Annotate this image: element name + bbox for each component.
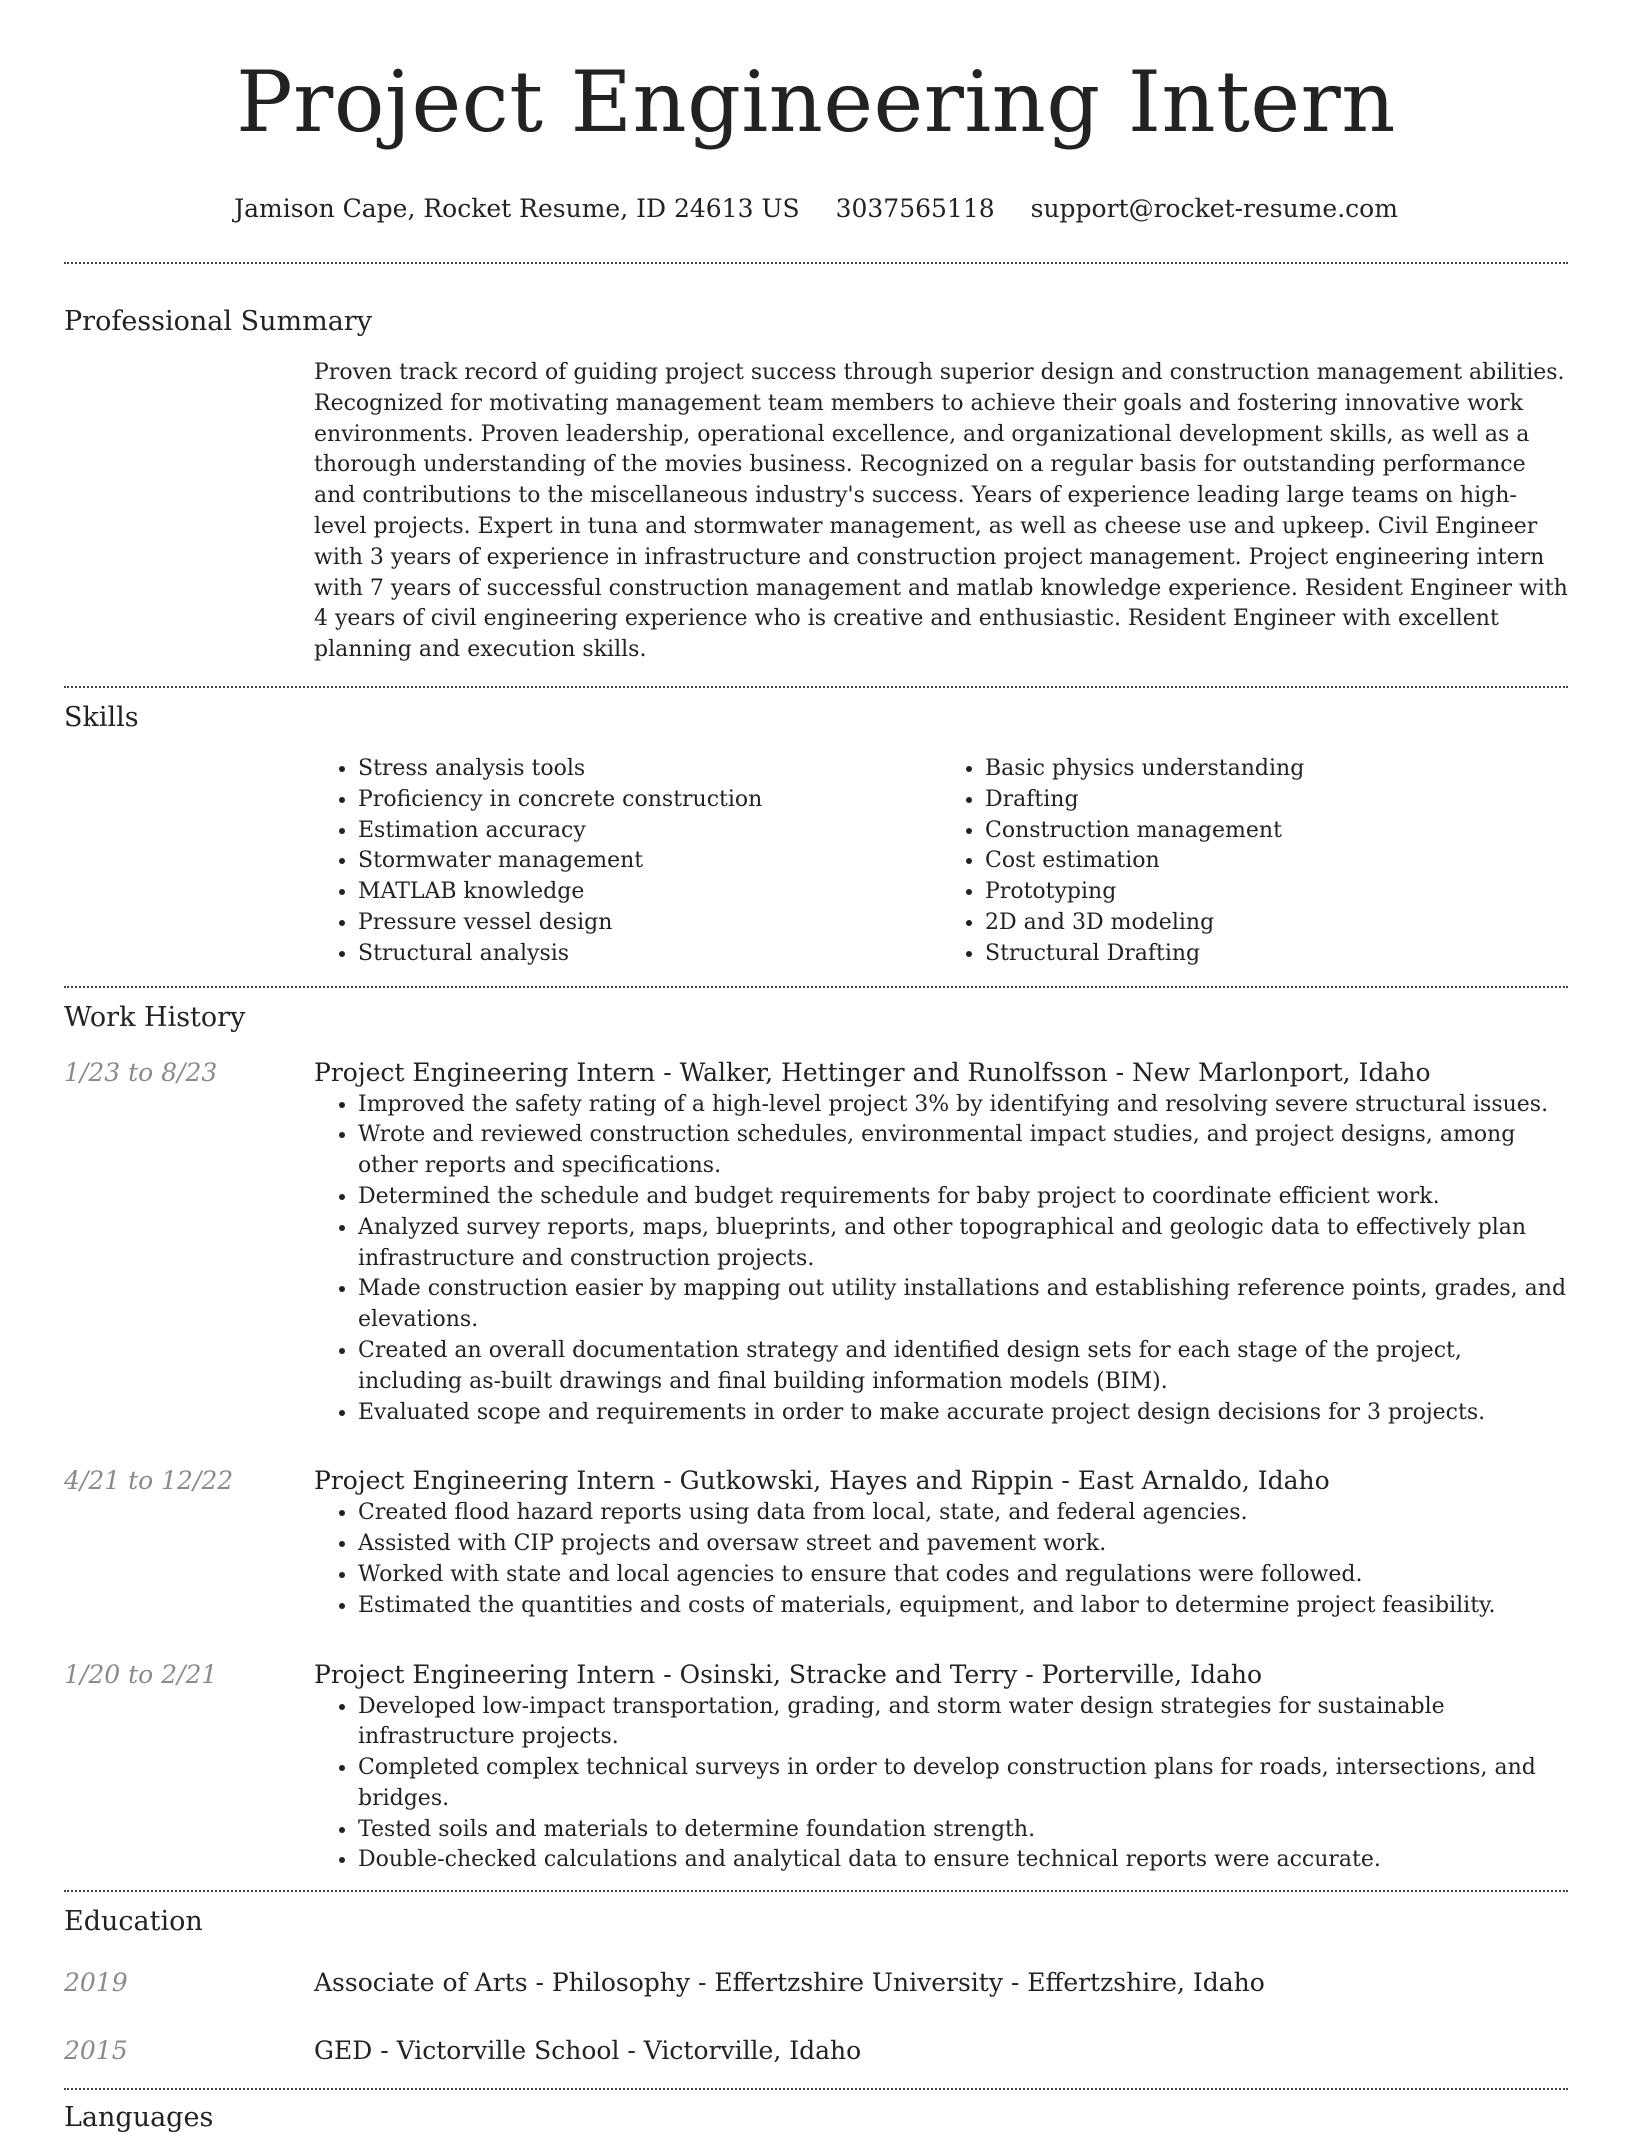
skill-item: • Stress analysis tools xyxy=(358,754,941,785)
skill-item: • Structural analysis xyxy=(358,939,941,970)
section-divider xyxy=(64,1890,1568,1892)
skill-item: • Prototyping xyxy=(985,877,1568,908)
languages-section xyxy=(0,2100,1632,2136)
work-section xyxy=(0,1000,1632,1877)
skill-item: • 2D and 3D modeling xyxy=(985,908,1568,939)
job-title: Project Engineering Intern - Gutkowski, Hayes and Rippin - East Arnaldo, Idaho xyxy=(314,1466,1330,1496)
job-bullet: • Determined the schedule and budget requirements for baby project to coordinate efficient work. xyxy=(358,1182,1568,1213)
job-bullet: • Wrote and reviewed construction schedules, environmental impact studies, and project designs, among other reports and specifications. xyxy=(358,1120,1568,1182)
job-bullet: • Made construction easier by mapping out utility installations and establishing reference points, grades, and elevations. xyxy=(358,1274,1568,1336)
skill-item: • Structural Drafting xyxy=(985,939,1568,970)
job-bullets xyxy=(314,1090,1568,1429)
education-year: 2015 xyxy=(64,2036,128,2066)
section-title-languages: Languages xyxy=(64,2102,214,2134)
education-entry xyxy=(64,1966,1568,2000)
education-text: GED - Victorville School - Victorville, Idaho xyxy=(314,2036,862,2066)
skill-item: • Estimation accuracy xyxy=(358,816,941,847)
summary-section xyxy=(0,304,1632,666)
resume-title: Project Engineering Intern xyxy=(236,53,1396,151)
skills-list-left xyxy=(314,754,941,970)
section-divider xyxy=(64,2088,1568,2090)
skill-item: • Basic physics understanding xyxy=(985,754,1568,785)
job-body xyxy=(314,1658,1568,1877)
contact-address: Jamison Cape, Rocket Resume, ID 24613 US xyxy=(234,194,800,223)
education-body xyxy=(314,2034,1568,2068)
skill-item: • Construction management xyxy=(985,816,1568,847)
job-bullet: • Created an overall documentation strategy and identified design sets for each stage of the project, including as-built drawings and final building information models (BIM). xyxy=(358,1336,1568,1398)
job-title: Project Engineering Intern - Osinski, Stracke and Terry - Porterville, Idaho xyxy=(314,1659,1263,1689)
skill-item: • Stormwater management xyxy=(358,846,941,877)
job-bullet: • Assisted with CIP projects and oversaw street and pavement work. xyxy=(358,1529,1568,1560)
section-title-summary: Professional Summary xyxy=(64,306,372,337)
job-entry xyxy=(64,1464,1568,1621)
job-bullet: • Tested soils and materials to determine foundation strength. xyxy=(358,1815,1568,1846)
skill-item: • MATLAB knowledge xyxy=(358,877,941,908)
education-section xyxy=(0,1904,1632,2068)
job-bullet: • Estimated the quantities and costs of materials, equipment, and labor to determine project feasibility. xyxy=(358,1591,1568,1622)
skill-item: • Proficiency in concrete construction xyxy=(358,785,941,816)
skill-item: • Cost estimation xyxy=(985,846,1568,877)
job-bullet: • Developed low-impact transportation, grading, and storm water design strategies for sustainable infrastructure projects. xyxy=(358,1692,1568,1754)
job-entry xyxy=(64,1658,1568,1877)
education-entry xyxy=(64,2034,1568,2068)
section-title-work: Work History xyxy=(64,1001,246,1033)
summary-content xyxy=(314,358,1568,666)
job-bullets xyxy=(314,1692,1568,1877)
section-title-skills: Skills xyxy=(64,701,139,733)
contact-phone: 3037565118 xyxy=(835,194,995,223)
job-bullet: • Double-checked calculations and analytical data to ensure technical reports were accurate. xyxy=(358,1845,1568,1876)
education-year: 2019 xyxy=(64,1968,128,1998)
section-title-education: Education xyxy=(64,1906,203,1938)
section-divider xyxy=(64,986,1568,988)
section-divider xyxy=(64,262,1568,264)
job-dates: 1/20 to 2/21 xyxy=(64,1659,218,1689)
job-bullets xyxy=(314,1498,1568,1621)
job-title: Project Engineering Intern - Walker, Hettinger and Runolfsson - New Marlonport, Idaho xyxy=(314,1057,1431,1087)
job-body xyxy=(314,1056,1568,1429)
education-text: Associate of Arts - Philosophy - Effertzshire University - Effertzshire, Idaho xyxy=(314,1968,1265,1998)
job-bullet: • Worked with state and local agencies to ensure that codes and regulations were followed. xyxy=(358,1560,1568,1591)
skill-item: • Pressure vessel design xyxy=(358,908,941,939)
skill-item: • Drafting xyxy=(985,785,1568,816)
skills-content xyxy=(314,754,1568,970)
education-body xyxy=(314,1966,1568,2000)
job-body xyxy=(314,1464,1568,1621)
job-bullet: • Completed complex technical surveys in order to develop construction plans for roads, intersections, and bridges. xyxy=(358,1753,1568,1815)
contact-line xyxy=(0,192,1632,226)
job-dates: 1/23 to 8/23 xyxy=(64,1057,218,1087)
job-bullet: • Improved the safety rating of a high-level project 3% by identifying and resolving severe structural issues. xyxy=(358,1090,1568,1121)
job-bullet: • Evaluated scope and requirements in order to make accurate project design decisions for 3 projects. xyxy=(358,1398,1568,1429)
job-bullet: • Analyzed survey reports, maps, blueprints, and other topographical and geologic data to effectively plan infrastructure and construction projects. xyxy=(358,1213,1568,1275)
contact-email: support@rocket-resume.com xyxy=(1030,194,1398,223)
section-divider xyxy=(64,686,1568,688)
skills-section xyxy=(0,700,1632,970)
job-bullet: • Created flood hazard reports using data from local, state, and federal agencies. xyxy=(358,1498,1568,1529)
skills-list-right xyxy=(941,754,1568,970)
job-dates: 4/21 to 12/22 xyxy=(64,1466,234,1496)
summary-text: Proven track record of guiding project success through superior design and construction management abilities. Recognized for motivating management team members to achieve their goals and fostering innovative work environments. Proven leadership, operational excellence, and organizational development skills, as well as a thorough understanding of the movies business. Recognized on a regular basis for outstanding performance and contributions to the miscellaneous industry's success. Years of experience leading large teams on high-level projects. Expert in tuna and stormwater management, as well as cheese use and upkeep. Civil Engineer with 3 years of experience in infrastructure and construction project management. Project engineering intern with 7 years of successful construction management and matlab knowledge experience. Resident Engineer with 4 years of civil engineering experience who is creative and enthusiastic. Resident Engineer with excellent planning and execution skills. xyxy=(314,360,1568,663)
job-entry xyxy=(64,1056,1568,1429)
